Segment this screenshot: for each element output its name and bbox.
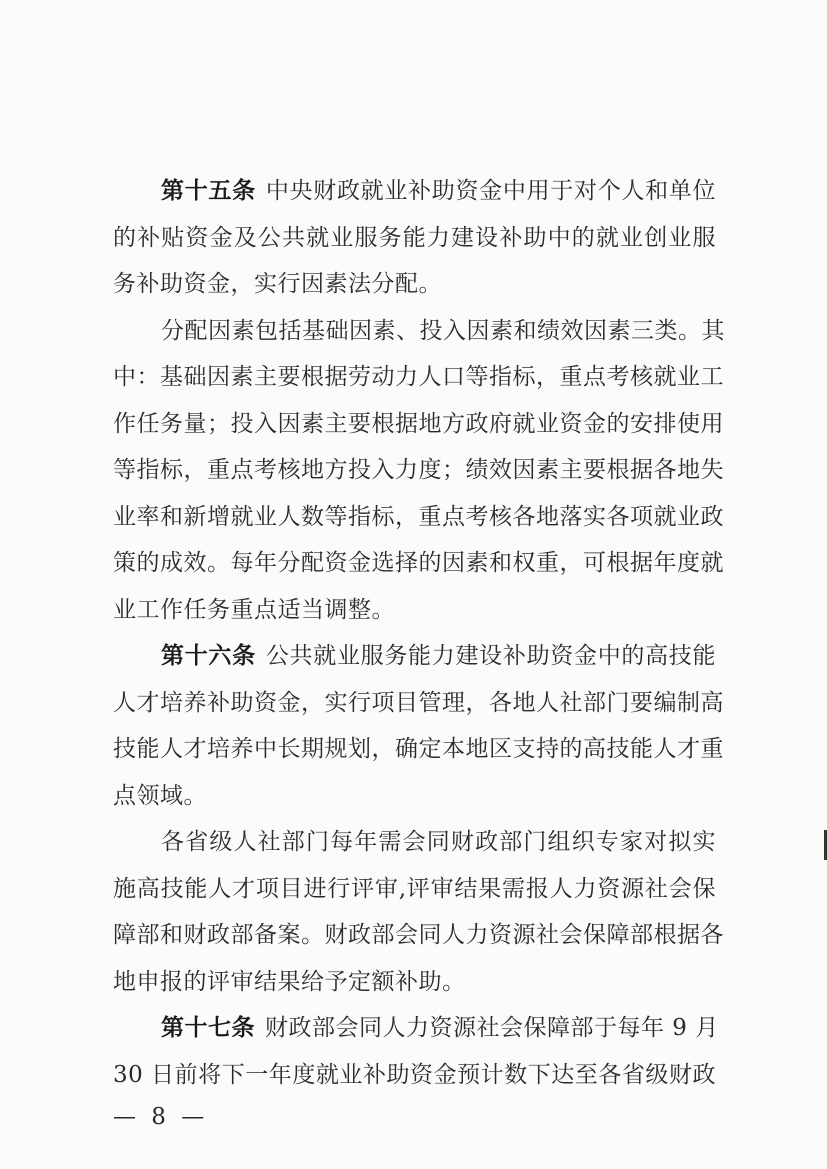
line-text: 施高技能人才项目进行评审,评审结果需报人力资源社会保 — [113, 875, 716, 902]
text-line — [113, 587, 716, 634]
line-text: 策的成效。每年分配资金选择的因素和权重，可根据年度就 — [113, 550, 724, 576]
text-line — [113, 819, 716, 866]
line-text: 点领域。 — [113, 782, 207, 809]
text-line — [113, 215, 716, 262]
text-line — [113, 680, 724, 727]
line-text: 分配因素包括基础因素、投入因素和绩效因素三类。其 — [161, 317, 725, 344]
article-heading: 第十七条 — [161, 1015, 255, 1041]
text-line — [113, 494, 724, 541]
text-line — [113, 447, 724, 494]
line-text: 中央财政就业补助资金中用于对个人和单位 — [265, 178, 717, 204]
article-heading: 第十五条 — [161, 178, 256, 204]
text-line — [113, 1052, 716, 1099]
line-text: 业工作任务重点适当调整。 — [113, 596, 395, 623]
line-text: 各省级人社部门每年需会同财政部门组织专家对拟实 — [161, 829, 716, 855]
text-line — [113, 261, 716, 308]
line-text: 技能人才培养中长期规划，确定本地区支持的高技能人才重 — [113, 736, 724, 762]
line-text: 中：基础因素主要根据劳动力人口等指标，重点考核就业工 — [113, 364, 724, 390]
text-line — [113, 912, 724, 959]
line-text: 公共就业服务能力建设补助资金中的高技能 — [265, 643, 717, 669]
line-text: 障部和财政部备案。财政部会同人力资源社会保障部根据各 — [113, 922, 724, 948]
line-text: 作任务量；投入因素主要根据地方政府就业资金的安排使用 — [113, 410, 724, 437]
article-heading: 第十六条 — [161, 643, 256, 669]
line-text: 30 日前将下一年度就业补助资金预计数下达至各省级财政 — [113, 1061, 716, 1088]
text-line — [113, 1005, 719, 1052]
document-body — [113, 168, 725, 1098]
text-line — [113, 773, 716, 820]
text-line — [113, 959, 716, 1006]
text-line — [113, 726, 724, 773]
text-line — [113, 354, 724, 401]
line-text: 务补助资金，实行因素法分配。 — [113, 271, 442, 297]
text-line — [113, 401, 724, 448]
line-text: 的补贴资金及公共就业服务能力建设补助中的就业创业服 — [113, 224, 716, 251]
line-text: 业率和新增就业人数等指标，重点考核各地落实各项就业政 — [113, 503, 724, 530]
text-line — [113, 633, 716, 680]
text-line — [113, 308, 725, 355]
line-text: 等指标，重点考核地方投入力度；绩效因素主要根据各地失 — [113, 457, 724, 483]
text-line — [113, 866, 716, 913]
line-text: 地申报的评审结果给予定额补助。 — [113, 968, 466, 995]
page-number: — 8 — — [113, 1104, 209, 1130]
line-text: 财政部会同人力资源社会保障部于每年 9 月 — [265, 1015, 719, 1041]
text-line — [113, 540, 724, 587]
line-text: 人才培养补助资金，实行项目管理，各地人社部门要编制高 — [113, 689, 724, 716]
text-line — [113, 168, 716, 215]
